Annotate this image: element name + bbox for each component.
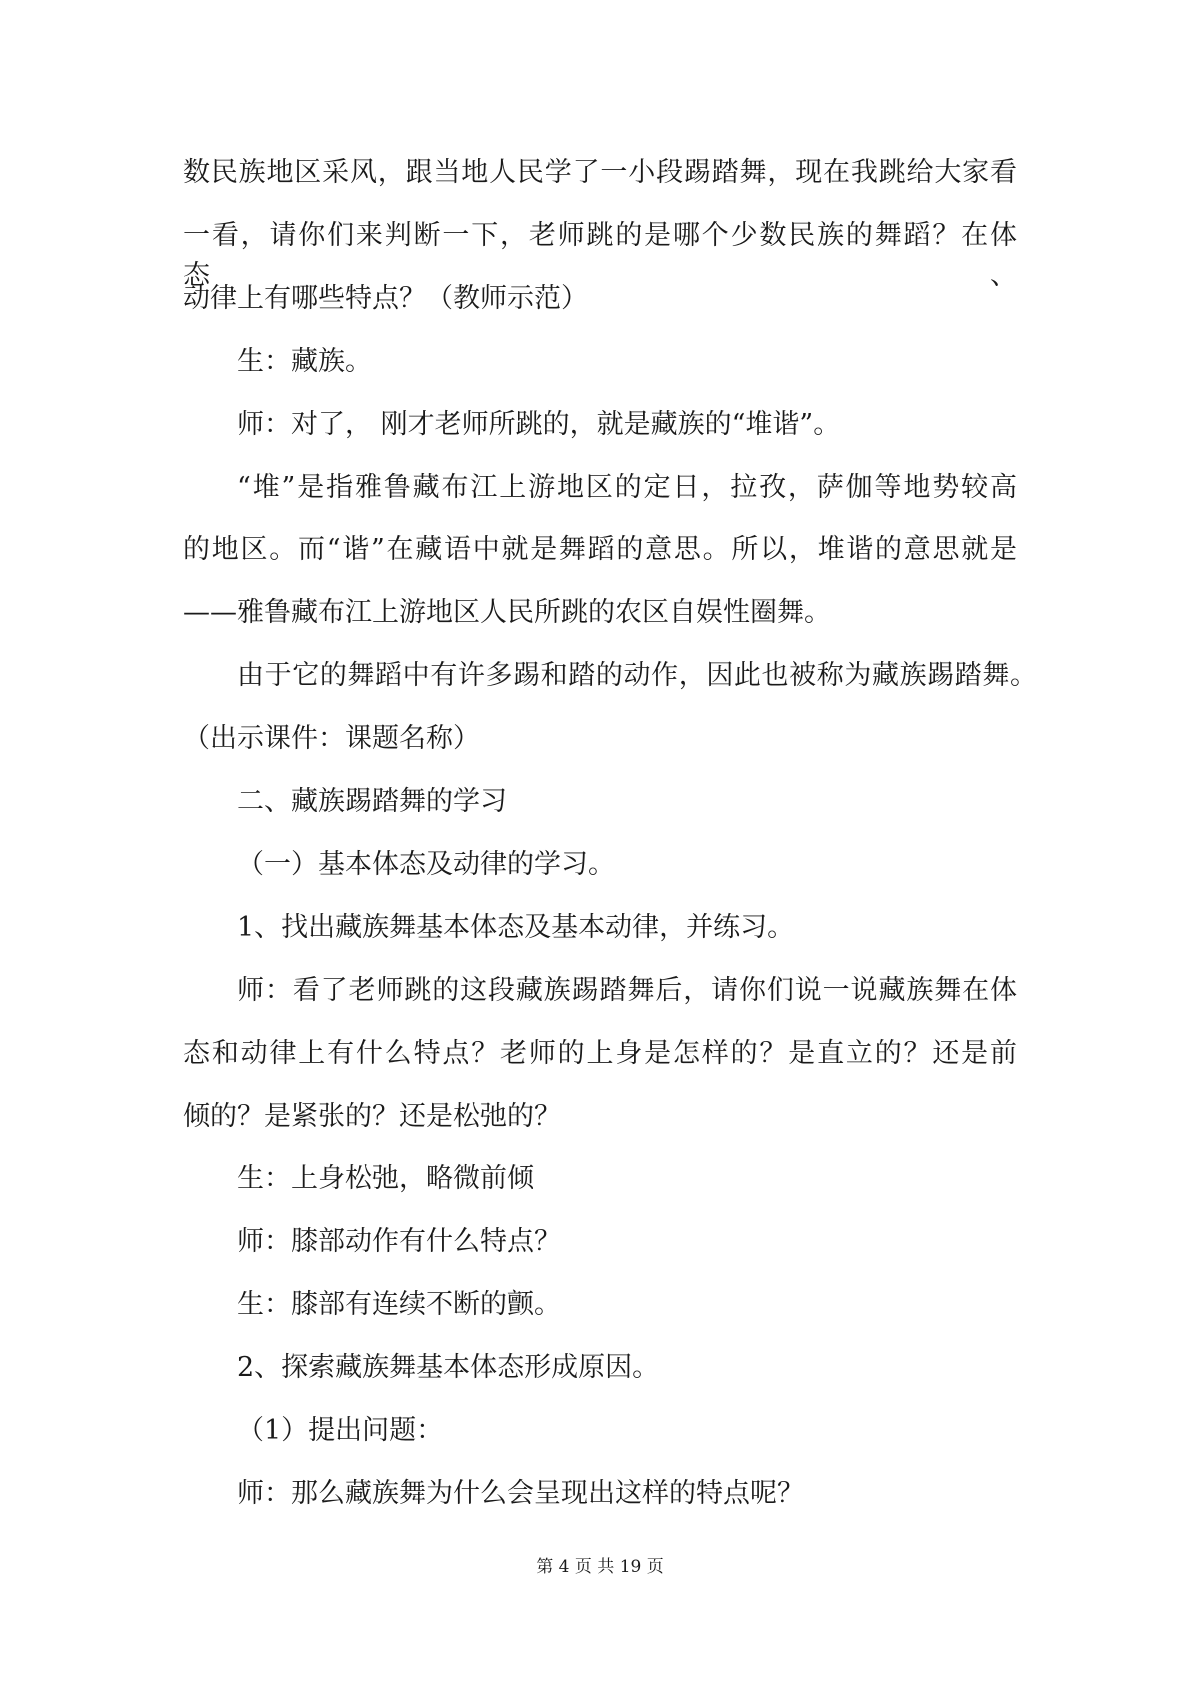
paragraph-line: 师：看了老师跳的这段藏族踢踏舞后，请你们说一说藏族舞在体 (237, 975, 1017, 1006)
paragraph-line: 师：对了， 刚才老师所跳的，就是藏族的“堆谐”。 (237, 409, 841, 440)
paragraph-line: 动律上有哪些特点？（教师示范） (183, 283, 588, 314)
paragraph-line: 一看，请你们来判断一下，老师跳的是哪个少数民族的舞蹈？在体态、 (183, 220, 1017, 291)
section-heading: 二、藏族踢踏舞的学习 (237, 786, 507, 817)
subsection-heading: （一）基本体态及动律的学习。 (237, 849, 615, 880)
paragraph-line: 生：上身松弛，略微前倾 (237, 1163, 534, 1194)
paragraph-line: 倾的？是紧张的？还是松弛的？ (183, 1101, 561, 1132)
paragraph-line: 1、找出藏族舞基本体态及基本动律，并练习。 (237, 912, 795, 943)
paragraph-line: 由于它的舞蹈中有许多踢和踏的动作，因此也被称为藏族踢踏舞。 (237, 660, 1037, 691)
paragraph-line: 生：藏族。 (237, 346, 372, 377)
paragraph-line: 态和动律上有什么特点？老师的上身是怎样的？是直立的？还是前 (183, 1038, 1017, 1069)
paragraph-line: 数民族地区采风，跟当地人民学了一小段踢踏舞，现在我跳给大家看 (183, 157, 1017, 188)
paragraph-line: 的地区。而“谐”在藏语中就是舞蹈的意思。所以，堆谐的意思就是 (183, 534, 1017, 565)
page-number-footer: 第 4 页 共 19 页 (536, 1557, 664, 1577)
paragraph-line: “堆”是指雅鲁藏布江上游地区的定日，拉孜，萨伽等地势较高 (237, 472, 1017, 503)
paragraph-line: （1）提出问题： (237, 1415, 444, 1446)
paragraph-line: 生：膝部有连续不断的颤。 (237, 1289, 561, 1320)
paragraph-line: 师：那么藏族舞为什么会呈现出这样的特点呢？ (237, 1478, 804, 1509)
paragraph-line: 2、探索藏族舞基本体态形成原因。 (237, 1352, 660, 1383)
paragraph-line: ——雅鲁藏布江上游地区人民所跳的农区自娱性圈舞。 (183, 597, 831, 628)
paragraph-line: （出示课件：课题名称） (183, 723, 480, 754)
paragraph-line: 师：膝部动作有什么特点？ (237, 1226, 561, 1257)
